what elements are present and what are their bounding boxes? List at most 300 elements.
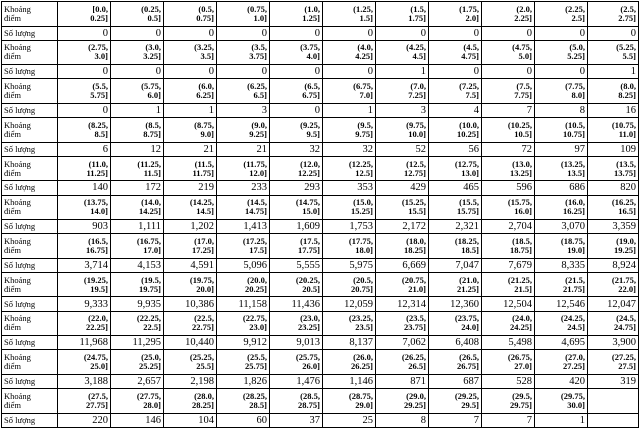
range-upper: 16.5]	[618, 206, 636, 217]
range-lower: (7.75,	[565, 81, 585, 92]
range-cell	[270, 40, 323, 65]
range-cell	[323, 350, 376, 375]
count-cell: 3,188	[58, 374, 111, 388]
count-cell: 0	[58, 26, 111, 40]
count-cell: 6,669	[376, 258, 429, 272]
range-upper: 5.25]	[567, 51, 585, 62]
range-lower: (23.75,	[454, 313, 479, 324]
count-row	[2, 336, 639, 350]
count-row-label: Số lượng	[2, 181, 58, 195]
range-lower: (0.75,	[247, 3, 267, 14]
range-upper: 12.0]	[249, 167, 267, 178]
range-upper: 1.0]	[253, 12, 267, 23]
range-lower: (23.25,	[348, 313, 373, 324]
range-lower: (28.25,	[242, 390, 267, 401]
count-cell: 37	[270, 413, 323, 427]
count-cell: 0	[588, 26, 639, 40]
range-upper: 9.0]	[200, 128, 214, 139]
range-lower: (8.0,	[620, 81, 636, 92]
count-row	[2, 103, 639, 117]
count-cell: 11,968	[58, 336, 111, 350]
range-cell	[323, 40, 376, 65]
range-lower: (29.25,	[454, 390, 479, 401]
count-cell: 1	[588, 65, 639, 79]
range-row	[2, 118, 639, 143]
range-upper: 4.0]	[306, 51, 320, 62]
range-lower: (12.75,	[454, 158, 479, 169]
count-cell: 6	[58, 142, 111, 156]
count-row	[2, 142, 639, 156]
count-cell: 8,137	[323, 336, 376, 350]
range-lower: (4.75,	[512, 42, 532, 53]
range-upper: 6.25]	[196, 90, 214, 101]
range-cell	[588, 118, 639, 143]
range-lower: (27.25,	[611, 352, 636, 363]
count-cell: 4,591	[164, 258, 217, 272]
range-cell	[429, 156, 482, 181]
range-upper: 10.25]	[457, 128, 479, 139]
range-lower: (8.75,	[194, 119, 214, 130]
range-upper: 11.0]	[618, 128, 636, 139]
range-lower: (29.75,	[560, 390, 585, 401]
range-cell	[482, 2, 535, 27]
range-upper: 11.5]	[143, 167, 161, 178]
range-upper: 4.25]	[355, 51, 373, 62]
count-cell: 353	[323, 181, 376, 195]
count-cell: 72	[482, 142, 535, 156]
range-upper: 15.0]	[302, 206, 320, 217]
range-cell	[111, 118, 164, 143]
range-upper: 9.5]	[306, 128, 320, 139]
count-cell: 0	[58, 65, 111, 79]
range-cell	[323, 2, 376, 27]
range-cell	[111, 311, 164, 336]
count-cell: 8,924	[588, 258, 639, 272]
range-cell	[217, 311, 270, 336]
count-cell: 4,695	[535, 336, 588, 350]
range-label-line: điểm	[4, 399, 21, 410]
range-cell	[429, 40, 482, 65]
range-cell	[482, 389, 535, 414]
range-upper: 23.25]	[298, 322, 320, 333]
range-cell	[482, 311, 535, 336]
range-upper: 8.5]	[94, 128, 108, 139]
range-upper: 23.75]	[404, 322, 426, 333]
count-cell: 0	[111, 65, 164, 79]
count-cell: 0	[217, 65, 270, 79]
range-cell	[535, 2, 588, 27]
range-cell	[376, 311, 429, 336]
count-cell: 1,111	[111, 220, 164, 234]
count-cell: 172	[111, 181, 164, 195]
range-upper: 11.25]	[86, 167, 108, 178]
range-label-line: Khoảng	[4, 352, 31, 363]
range-row	[2, 2, 639, 27]
range-upper: 3.5]	[200, 51, 214, 62]
count-cell: 11,295	[111, 336, 164, 350]
range-cell	[217, 79, 270, 104]
range-upper: 14.25]	[139, 206, 161, 217]
count-cell: 2,198	[164, 374, 217, 388]
range-lower: (18.75,	[560, 235, 585, 246]
range-cell	[376, 389, 429, 414]
range-lower: (13.0,	[512, 158, 532, 169]
range-upper: 22.5]	[143, 322, 161, 333]
range-upper: 11.75]	[192, 167, 214, 178]
range-upper: 5.75]	[90, 90, 108, 101]
range-lower: (16.5,	[88, 235, 108, 246]
range-lower: (22.75,	[242, 313, 267, 324]
range-cell	[429, 234, 482, 259]
range-cell	[482, 350, 535, 375]
range-lower: (12.5,	[406, 158, 426, 169]
range-lower: (26.5,	[459, 352, 479, 363]
range-label-line: Khoảng	[4, 235, 31, 246]
range-cell	[164, 350, 217, 375]
range-cell	[376, 118, 429, 143]
range-row	[2, 234, 639, 259]
range-cell	[588, 79, 639, 104]
range-upper: 24.75]	[614, 322, 636, 333]
range-upper: 13.25]	[510, 167, 532, 178]
range-label-line: điểm	[4, 206, 21, 217]
range-upper: 22.0]	[618, 283, 636, 294]
range-lower: (17.0,	[194, 235, 214, 246]
range-lower: (5.0,	[569, 42, 585, 53]
range-cell	[588, 195, 639, 220]
range-lower: (14.0,	[141, 197, 161, 208]
range-cell	[429, 389, 482, 414]
range-upper: 5.5]	[622, 51, 636, 62]
range-label-line: Khoảng	[4, 274, 31, 285]
range-upper: 29.75]	[510, 399, 532, 410]
count-cell: 319	[588, 374, 639, 388]
range-label-line: Khoảng	[4, 197, 31, 208]
range-lower: (2.25,	[565, 3, 585, 14]
range-cell	[323, 311, 376, 336]
range-upper: 12.75]	[404, 167, 426, 178]
range-cell	[429, 79, 482, 104]
range-cell	[164, 156, 217, 181]
range-upper: 25.5]	[196, 361, 214, 372]
range-upper: 24.5]	[567, 322, 585, 333]
count-cell: 687	[429, 374, 482, 388]
range-row-label	[2, 195, 58, 220]
range-cell	[58, 2, 111, 27]
range-upper: 10.5]	[514, 128, 532, 139]
range-row	[2, 350, 639, 375]
count-cell: 8,335	[535, 258, 588, 272]
range-lower: (26.0,	[353, 352, 373, 363]
range-lower: (10.0,	[459, 119, 479, 130]
range-lower: (27.0,	[565, 352, 585, 363]
range-lower: (5.25,	[616, 42, 636, 53]
range-cell	[323, 156, 376, 181]
range-lower: (3.75,	[300, 42, 320, 53]
range-upper: 8.0]	[571, 90, 585, 101]
range-cell	[111, 195, 164, 220]
range-lower: (19.0,	[616, 235, 636, 246]
range-cell	[270, 79, 323, 104]
range-cell	[376, 40, 429, 65]
range-upper: 17.75]	[298, 244, 320, 255]
range-lower: (16.75,	[136, 235, 161, 246]
range-lower: (3.0,	[145, 42, 161, 53]
range-cell	[111, 2, 164, 27]
range-upper: 1.25]	[302, 12, 320, 23]
range-upper: 26.0]	[302, 361, 320, 372]
range-cell	[323, 195, 376, 220]
range-cell	[164, 272, 217, 297]
range-cell	[58, 40, 111, 65]
range-cell	[58, 195, 111, 220]
range-cell	[111, 156, 164, 181]
range-cell	[164, 79, 217, 104]
count-row-label: Số lượng	[2, 413, 58, 427]
range-lower: (18.0,	[406, 235, 426, 246]
range-upper: 25.75]	[245, 361, 267, 372]
range-row	[2, 311, 639, 336]
range-upper: 20.25]	[245, 283, 267, 294]
range-lower: (1.5,	[410, 3, 426, 14]
range-row-label	[2, 234, 58, 259]
range-lower: (9.0,	[251, 119, 267, 130]
range-upper: 13.0]	[461, 167, 479, 178]
range-upper: 13.5]	[567, 167, 585, 178]
range-lower: (21.25,	[507, 274, 532, 285]
range-lower: (20.25,	[295, 274, 320, 285]
range-lower: (23.5,	[406, 313, 426, 324]
range-cell	[270, 118, 323, 143]
count-cell: 0	[111, 26, 164, 40]
count-cell: 4	[429, 103, 482, 117]
range-row	[2, 79, 639, 104]
range-cell	[217, 272, 270, 297]
range-upper: 6.75]	[302, 90, 320, 101]
count-cell: 220	[58, 413, 111, 427]
count-cell: 2,657	[111, 374, 164, 388]
range-lower: (24.0,	[512, 313, 532, 324]
range-upper: 14.75]	[245, 206, 267, 217]
range-upper: 8.75]	[143, 128, 161, 139]
range-lower: (14.25,	[189, 197, 214, 208]
count-cell: 3,359	[588, 220, 639, 234]
count-cell: 3	[217, 103, 270, 117]
range-upper: 18.5]	[461, 244, 479, 255]
count-cell: 7	[429, 413, 482, 427]
count-row-label: Số lượng	[2, 65, 58, 79]
count-row-label: Số lượng	[2, 258, 58, 272]
range-upper: 19.0]	[567, 244, 585, 255]
count-cell: 2,321	[429, 220, 482, 234]
range-label-line: Khoảng	[4, 158, 31, 169]
count-row	[2, 181, 639, 195]
range-lower: (9.25,	[300, 119, 320, 130]
count-cell: 8	[376, 413, 429, 427]
count-cell: 16	[588, 103, 639, 117]
range-lower: (29.0,	[406, 390, 426, 401]
count-row	[2, 65, 639, 79]
range-lower: (10.5,	[565, 119, 585, 130]
range-lower: (15.0,	[353, 197, 373, 208]
range-cell	[535, 195, 588, 220]
range-upper: 4.75]	[461, 51, 479, 62]
range-lower: (26.25,	[401, 352, 426, 363]
range-cell	[111, 350, 164, 375]
count-cell: 140	[58, 181, 111, 195]
range-upper: 24.25]	[510, 322, 532, 333]
range-cell	[535, 389, 588, 414]
range-lower: (25.5,	[247, 352, 267, 363]
range-cell	[535, 234, 588, 259]
range-lower: (8.5,	[145, 119, 161, 130]
range-cell	[270, 2, 323, 27]
range-cell	[58, 79, 111, 104]
range-cell	[111, 79, 164, 104]
count-cell: 12,360	[429, 297, 482, 311]
range-upper: 1.5]	[359, 12, 373, 23]
count-cell: 5,975	[323, 258, 376, 272]
range-upper: 17.0]	[143, 244, 161, 255]
count-cell: 2,704	[482, 220, 535, 234]
range-lower: (9.5,	[357, 119, 373, 130]
count-cell: 0	[323, 65, 376, 79]
range-lower: (7.0,	[410, 81, 426, 92]
range-cell	[164, 2, 217, 27]
range-cell	[535, 156, 588, 181]
range-lower: (12.25,	[348, 158, 373, 169]
range-row-label	[2, 311, 58, 336]
range-lower: (20.75,	[401, 274, 426, 285]
range-upper: 16.0]	[514, 206, 532, 217]
range-upper: 17.5]	[249, 244, 267, 255]
count-cell: 9,912	[217, 336, 270, 350]
count-cell: 1,753	[323, 220, 376, 234]
range-upper: 18.25]	[404, 244, 426, 255]
range-cell	[429, 118, 482, 143]
range-upper: 27.0]	[514, 361, 532, 372]
count-cell: 1	[535, 413, 588, 427]
range-upper: 1.75]	[408, 12, 426, 23]
range-label-line: Khoảng	[4, 313, 31, 324]
range-lower: (1.75,	[459, 3, 479, 14]
range-row	[2, 156, 639, 181]
range-upper: 20.5]	[302, 283, 320, 294]
count-cell: 5,498	[482, 336, 535, 350]
range-cell	[323, 272, 376, 297]
count-cell: 1,476	[270, 374, 323, 388]
count-cell: 1,146	[323, 374, 376, 388]
range-lower: (11.25,	[137, 158, 161, 169]
range-lower: (4.25,	[406, 42, 426, 53]
range-upper: 22.75]	[192, 322, 214, 333]
range-upper: 27.75]	[86, 399, 108, 410]
count-row	[2, 374, 639, 388]
count-cell: 293	[270, 181, 323, 195]
range-lower: (6.0,	[198, 81, 214, 92]
count-cell: 11,158	[217, 297, 270, 311]
range-upper: 17.25]	[192, 244, 214, 255]
range-upper: 9.25]	[249, 128, 267, 139]
range-cell	[217, 389, 270, 414]
count-cell: 219	[164, 181, 217, 195]
range-cell	[111, 272, 164, 297]
count-cell: 0	[270, 103, 323, 117]
count-cell: 9,935	[111, 297, 164, 311]
count-cell: 7	[482, 103, 535, 117]
count-cell: 0	[270, 65, 323, 79]
range-lower: (17.5,	[300, 235, 320, 246]
range-lower: (22.5,	[194, 313, 214, 324]
count-cell: 32	[323, 142, 376, 156]
count-cell: 596	[482, 181, 535, 195]
range-upper: 25.0]	[90, 361, 108, 372]
count-cell: 1	[376, 65, 429, 79]
range-cell	[535, 350, 588, 375]
count-cell: 25	[323, 413, 376, 427]
count-row-label: Số lượng	[2, 26, 58, 40]
range-lower: (2.0,	[516, 3, 532, 14]
range-row-label	[2, 389, 58, 414]
range-upper: 29.5]	[461, 399, 479, 410]
range-cell	[270, 350, 323, 375]
range-cell	[535, 79, 588, 104]
range-lower: (17.75,	[348, 235, 373, 246]
range-lower: (24.25,	[560, 313, 585, 324]
range-row-label	[2, 79, 58, 104]
range-lower: (12.0,	[300, 158, 320, 169]
range-upper: 16.25]	[563, 206, 585, 217]
count-cell: 0	[58, 103, 111, 117]
range-row	[2, 40, 639, 65]
range-cell	[58, 156, 111, 181]
range-cell	[429, 195, 482, 220]
range-upper: 16.75]	[86, 244, 108, 255]
count-cell: 3	[376, 103, 429, 117]
range-cell	[270, 272, 323, 297]
count-row-label: Số lượng	[2, 220, 58, 234]
range-cell	[217, 156, 270, 181]
range-lower: (25.75,	[295, 352, 320, 363]
range-upper: 10.0]	[408, 128, 426, 139]
range-upper: 29.0]	[355, 399, 373, 410]
range-cell	[58, 350, 111, 375]
range-upper: 28.25]	[192, 399, 214, 410]
range-upper: 21.75]	[563, 283, 585, 294]
range-upper: 2.0]	[465, 12, 479, 23]
range-cell	[164, 389, 217, 414]
range-cell	[429, 2, 482, 27]
count-cell: 1	[111, 103, 164, 117]
range-cell	[376, 272, 429, 297]
count-cell: 0	[376, 26, 429, 40]
range-cell	[111, 389, 164, 414]
count-cell: 0	[482, 26, 535, 40]
range-upper: 20.0]	[196, 283, 214, 294]
range-cell	[164, 234, 217, 259]
range-upper: 23.5]	[355, 322, 373, 333]
range-lower: (15.75,	[507, 197, 532, 208]
count-cell: 0	[270, 26, 323, 40]
range-upper: 2.25]	[514, 12, 532, 23]
range-upper: 21.0]	[408, 283, 426, 294]
count-row-label: Số lượng	[2, 336, 58, 350]
range-cell	[217, 195, 270, 220]
count-cell: 820	[588, 181, 639, 195]
range-lower: (11.75,	[243, 158, 267, 169]
range-lower: (21.5,	[565, 274, 585, 285]
range-lower: (21.75,	[611, 274, 636, 285]
